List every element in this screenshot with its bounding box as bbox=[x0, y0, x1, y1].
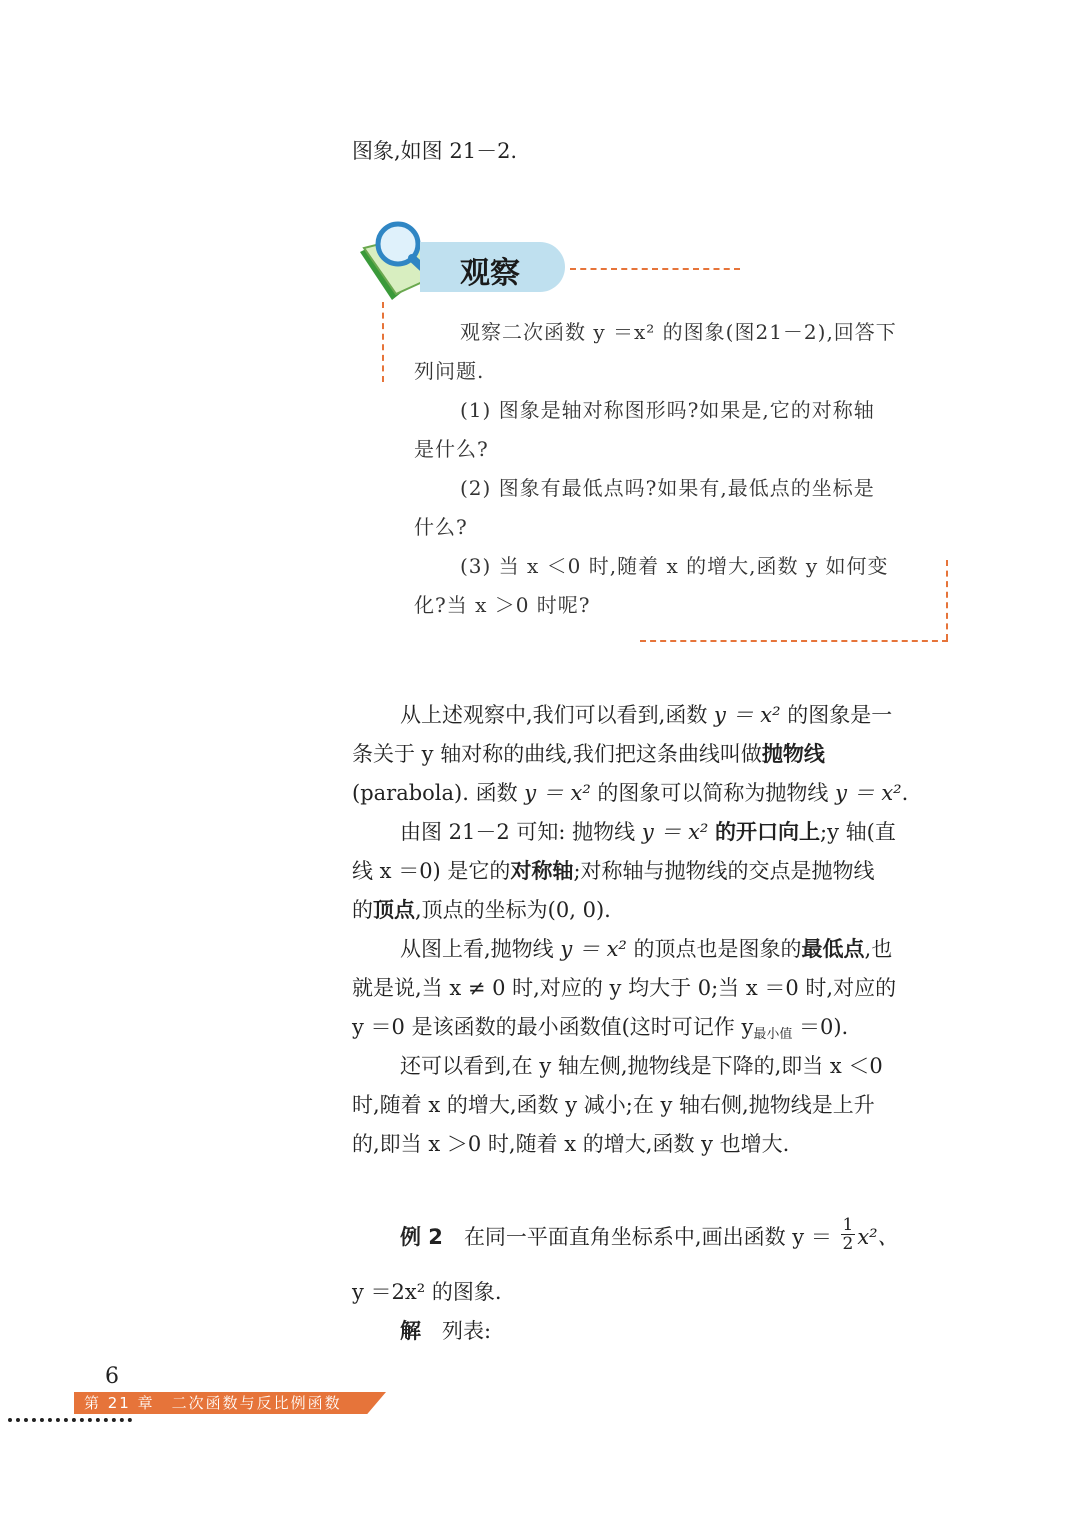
observe-line-7: (3) 当 x ＜0 时,随着 x 的增大,函数 y 如何变 bbox=[460, 554, 889, 578]
solution-line: 解 列表: bbox=[400, 1319, 492, 1343]
intro-line: 图象,如图 21－2. bbox=[352, 139, 518, 163]
body-p4-l3: 的,即当 x ＞0 时,随着 x 的增大,函数 y 也增大. bbox=[352, 1132, 790, 1156]
body-p3-l1: 从图上看,抛物线 y ＝ x² 的顶点也是图象的最低点,也 bbox=[400, 937, 893, 961]
example-line-2: y ＝2x² 的图象. bbox=[352, 1280, 502, 1304]
observe-line-5: (2) 图象有最低点吗?如果有,最低点的坐标是 bbox=[460, 476, 875, 500]
page-number: 6 bbox=[105, 1364, 119, 1389]
observe-line-3: (1) 图象是轴对称图形吗?如果是,它的对称轴 bbox=[460, 398, 875, 422]
body-p1-l2: 条关于 y 轴对称的曲线,我们把这条曲线叫做抛物线 bbox=[352, 742, 825, 766]
body-p3-l3: y ＝0 是该函数的最小函数值(这时可记作 $y_{最小值} =0$). bbox=[352, 1015, 849, 1042]
body-p2-l3: 的顶点,顶点的坐标为(0, 0). bbox=[352, 898, 611, 922]
observe-left-rule bbox=[382, 302, 384, 382]
body-p1-l3: (parabola). 函数 y ＝ x² 的图象可以简称为抛物线 y ＝ x². bbox=[352, 781, 909, 805]
example-label: 例 2 bbox=[400, 1225, 443, 1249]
body-p3-l2: 就是说,当 x ≠ 0 时,对应的 y 均大于 0;当 x ＝0 时,对应的 bbox=[352, 976, 897, 1000]
observe-bottom-rule bbox=[640, 640, 948, 642]
footer-dots bbox=[8, 1418, 132, 1422]
observe-line-8: 化?当 x ＞0 时呢? bbox=[414, 593, 591, 617]
body-p4-l1: 还可以看到,在 y 轴左侧,抛物线是下降的,即当 x ＜0 bbox=[400, 1054, 883, 1078]
fraction-half: $\frac{1}{2}$ bbox=[842, 1215, 854, 1254]
example-line-1: 例 2 在同一平面直角坐标系中,画出函数 y ＝ $\frac{1}{2}$ x²、 bbox=[400, 1215, 899, 1254]
chapter-title: 第 21 章 二次函数与反比例函数 bbox=[84, 1394, 342, 1412]
observe-line-1: 观察二次函数 y ＝x² 的图象(图21－2),回答下 bbox=[460, 320, 897, 344]
body-p2-l1: 由图 21－2 可知: 抛物线 y ＝ x² 的开口向上;y 轴(直 bbox=[400, 820, 896, 844]
observe-line-4: 是什么? bbox=[414, 437, 489, 461]
observe-top-rule bbox=[570, 268, 740, 270]
body-p2-l2: 线 x ＝0) 是它的对称轴;对称轴与抛物线的交点是抛物线 bbox=[352, 859, 875, 883]
observe-line-6: 什么? bbox=[414, 515, 468, 539]
observe-right-rule bbox=[946, 560, 948, 640]
observe-line-2: 列问题. bbox=[414, 359, 485, 383]
body-p1-l1: 从上述观察中,我们可以看到,函数 y ＝ x² 的图象是一 bbox=[400, 703, 893, 727]
observe-title: 观察 bbox=[460, 256, 520, 291]
solution-label: 解 bbox=[400, 1319, 421, 1343]
body-p4-l2: 时,随着 x 的增大,函数 y 减小;在 y 轴右侧,抛物线是上升 bbox=[352, 1093, 875, 1117]
